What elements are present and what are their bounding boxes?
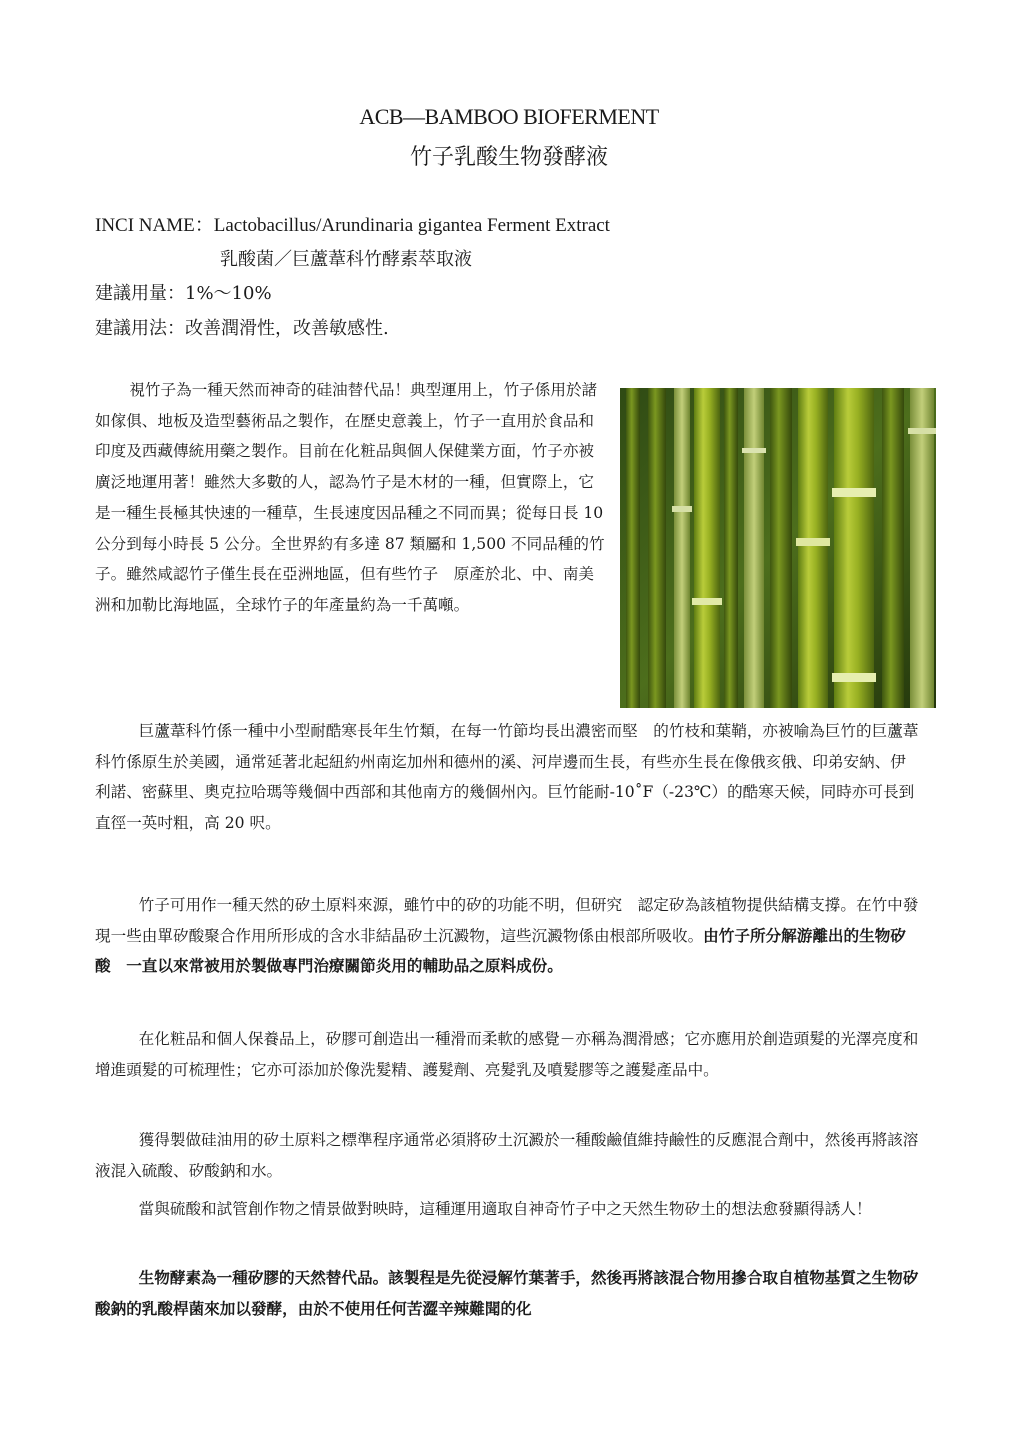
paragraph-3-bold-text: 由竹子所分解游離出的生物矽酸 一直以來常被用於製做專門治療關節炎用的輔助品之原料成份。: [95, 925, 906, 976]
bamboo-illustration: [620, 388, 936, 708]
paragraph-5-text: 獲得製做硅油用的矽土原料之標準程序通常必須將矽土沉澱於一種酸鹼值維持鹼性的反應混合劑中，然後再將該溶液混入硫酸、矽酸鈉和水。: [95, 1131, 919, 1180]
dosage-label: 建議用量：: [95, 283, 185, 304]
inci-name-line: [95, 210, 610, 237]
paragraph-3-text: 竹子可用作一種天然的矽土原料來源，雖竹中的矽的功能不明，但研究 認定矽為該植物提供結構支撐。在竹中發現一些由單矽酸聚合作用所形成的含水非結晶矽土沉澱物，這些沉澱物係由根部所吸收。: [95, 896, 919, 945]
paragraph-4: [95, 1024, 919, 1085]
document-title-zh: 竹子乳酸生物發酵液: [409, 145, 608, 170]
inci-name-en: Lactobacillus/Arundinaria gigantea Ferment Extract: [213, 215, 610, 236]
usage-value: 改善潤滑性，改善敏感性.: [185, 318, 389, 339]
paragraph-7-text: 生物酵素為一種矽膠的天然替代品。該製程是先從浸解竹葉著手，然後再將該混合物用摻合取自植物基質之生物矽酸鈉的乳酸桿菌來加以發酵，由於不使用任何苦澀辛辣難聞的化: [95, 1268, 919, 1318]
paragraph-1: [95, 375, 610, 621]
inci-label: INCI NAME：: [95, 215, 214, 236]
paragraph-7: [95, 1263, 919, 1324]
bamboo-photo: [620, 388, 936, 708]
document-title-en: ACB—BAMBOO BIOFERMENT: [359, 104, 659, 129]
paragraph-5: [95, 1125, 919, 1186]
dosage-line: [95, 279, 272, 305]
paragraph-4-text: 在化粧品和個人保養品上，矽膠可創造出一種滑而柔軟的感覺－亦稱為潤滑感；它亦應用於創造頭髮的光澤亮度和增進頭髮的可梳理性；它亦可添加於像洗髮精、護髮劑、亮髮乳及噴髮膠等之護髮產品中。: [95, 1030, 919, 1079]
usage-label: 建議用法：: [95, 318, 185, 339]
paragraph-1-text: 視竹子為一種天然而神奇的硅油替代品！典型運用上，竹子係用於諸如傢俱、地板及造型藝術品之製作，在歷史意義上，竹子一直用於食品和印度及西藏傳統用藥之製作。目前在化粧品與個人保健業方面，竹子亦被廣泛地運用著！雖然大多數的人，認為竹子是木材的一種，但實際上，它 是一種生長極其快速的一種草，生長速度因品種之不同而異；從每日長 10 公分到每小時長 5 公分。全世界約有多達 87 類屬和 1,500 不同品種的竹子。雖然咸認竹子僅生長在亞洲地區，但有些竹子 原產於北、中、南美洲和加勒比海地區，全球竹子的年產量約為一千萬噸。: [95, 381, 610, 614]
paragraph-2-text: 巨蘆葦科竹係一種中小型耐酷寒長年生竹類，在每一竹節均長出濃密而堅 的竹枝和葉鞘，亦被喻為巨竹的巨蘆葦科竹係原生於美國，通常延著北起紐約州南迄加州和德州的溪、河岸邊而生長，有些亦生長在像俄亥俄、印弟安納、伊利諾、密蘇里、奧克拉哈瑪等幾個中西部和其他南方的幾個州內。巨竹能耐-10˚F（-23℃）的酷寒天候，同時亦可長到直徑一英吋粗，高 20 呎。: [95, 722, 919, 833]
paragraph-2: [95, 716, 919, 839]
paragraph-3: [95, 890, 919, 982]
paragraph-6: [95, 1194, 919, 1225]
usage-line: [95, 314, 389, 340]
paragraph-6-text: 當與硫酸和試管創作物之情景做對映時，這種運用適取自神奇竹子中之天然生物矽土的想法愈發顯得誘人！: [138, 1200, 872, 1218]
dosage-value: 1%～10%: [185, 283, 272, 304]
inci-name-zh: 乳酸菌／巨蘆葦科竹酵素萃取液: [220, 249, 472, 270]
